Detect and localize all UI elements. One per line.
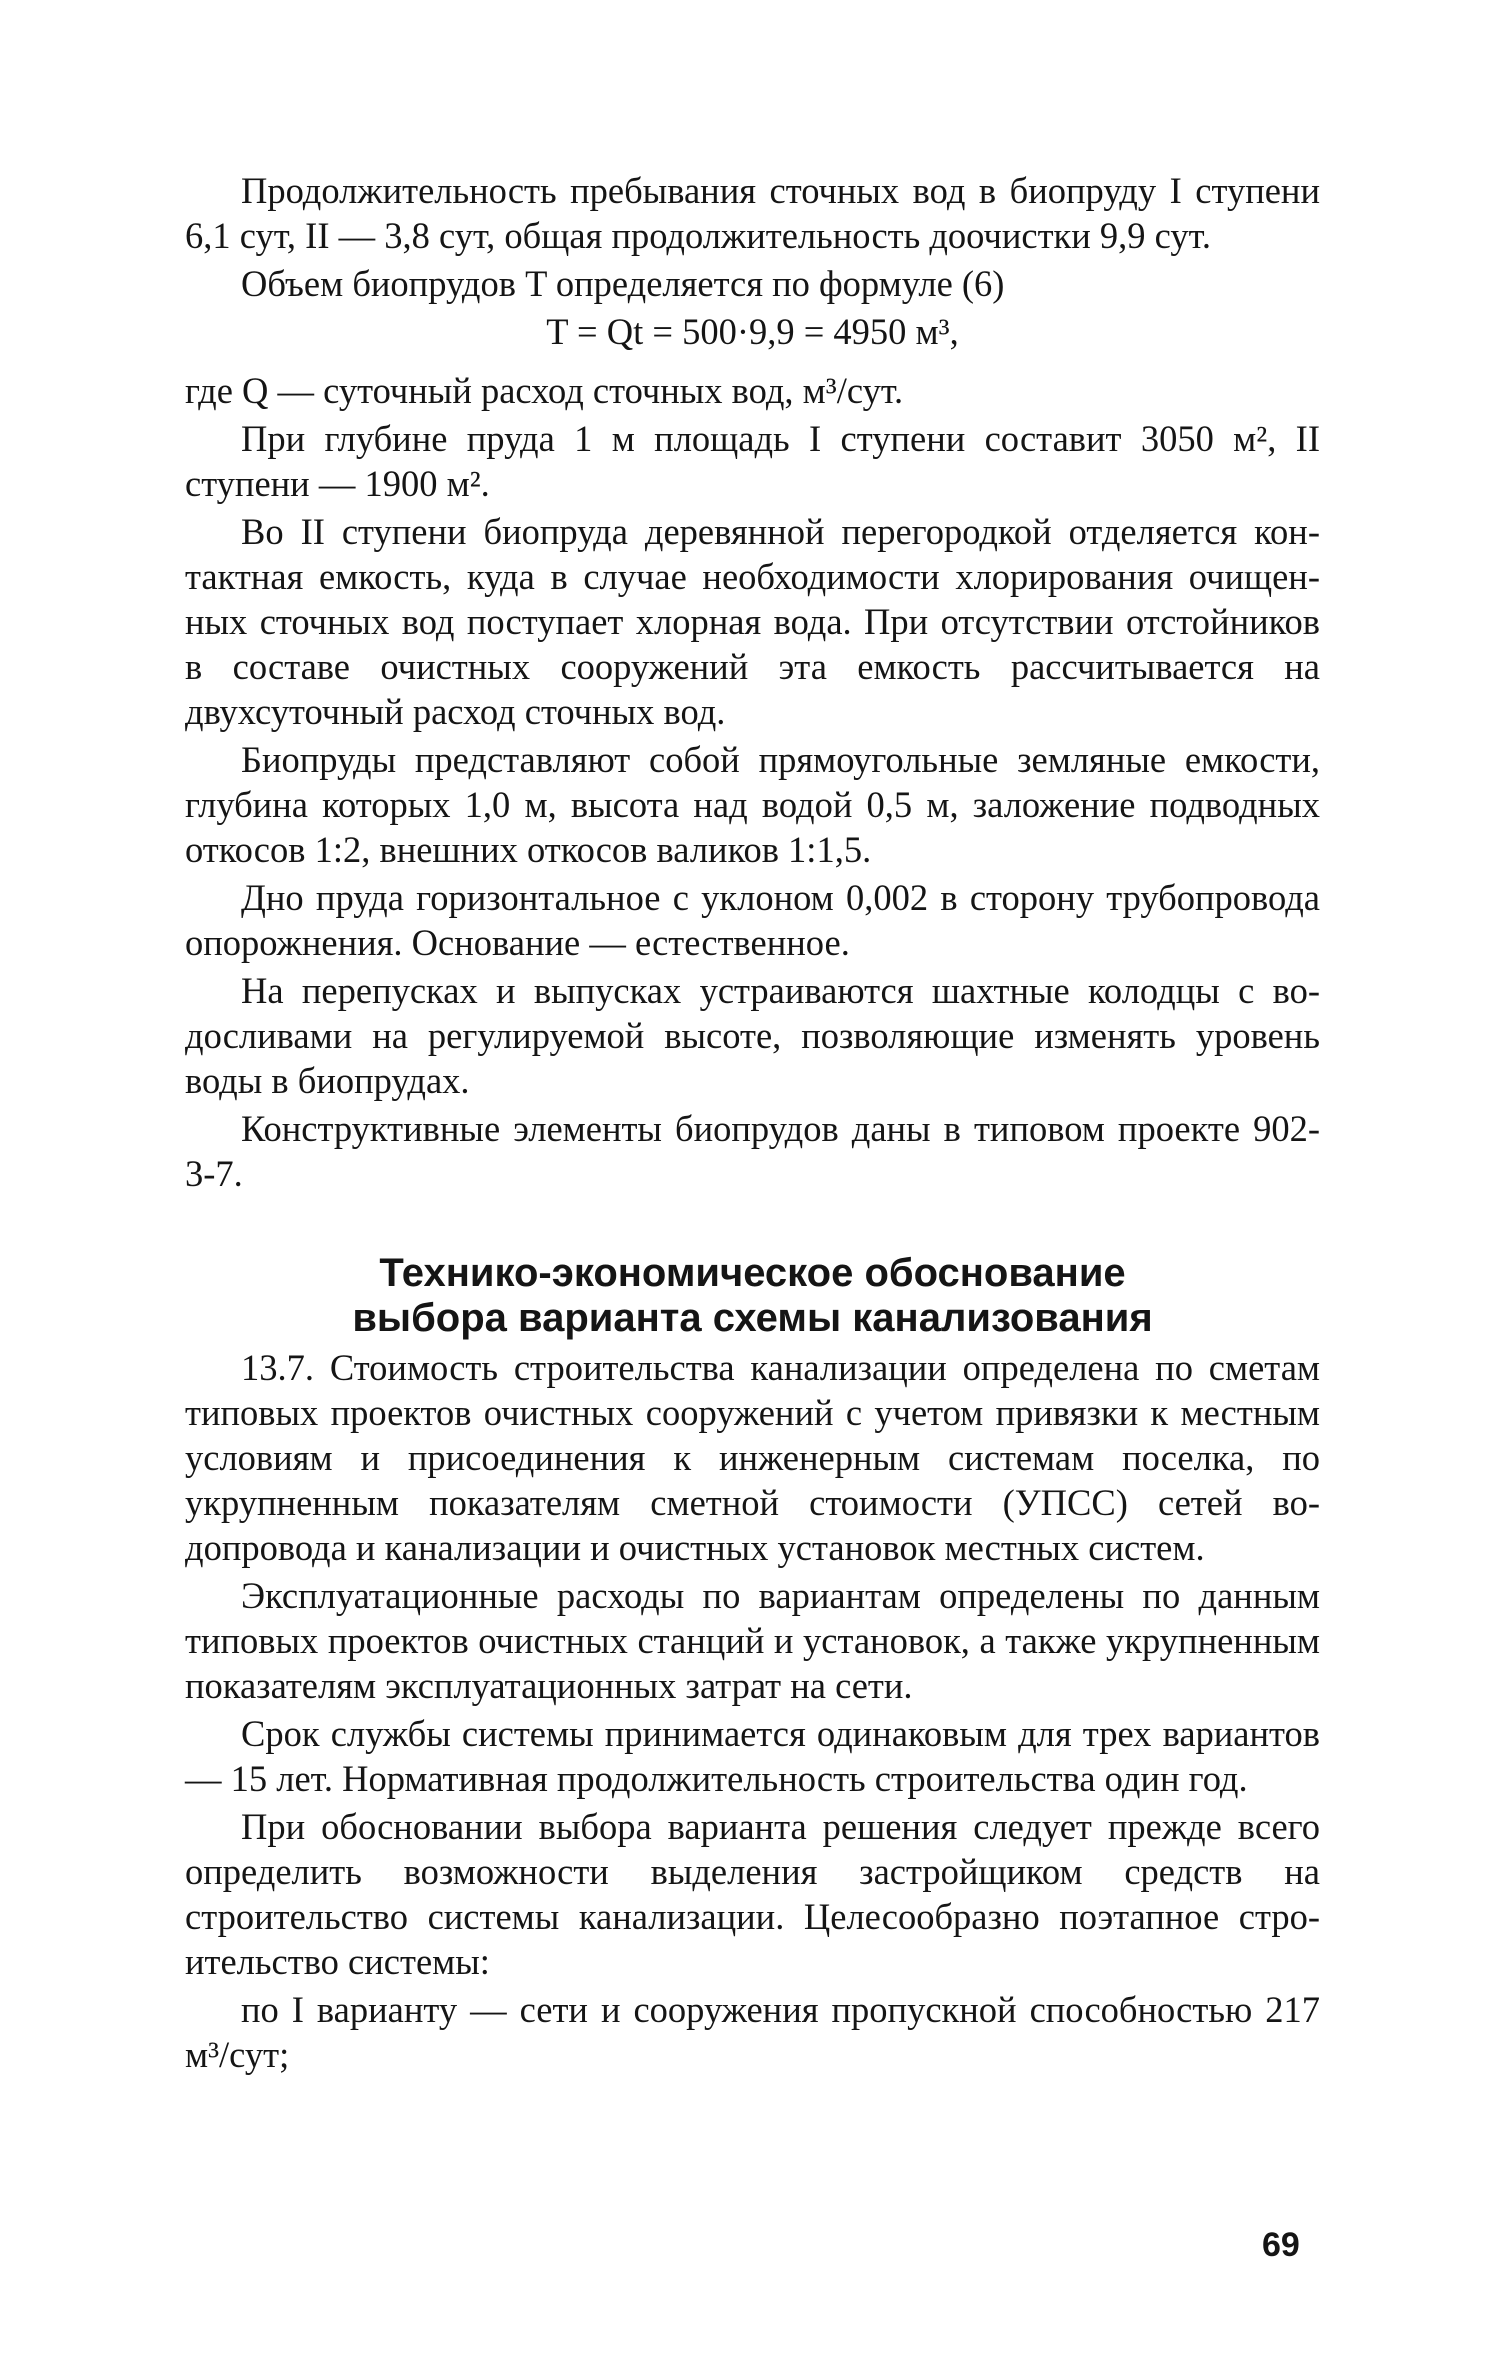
text-column (185, 168, 1320, 2080)
paragraph-duration: Продолжительность пребывания сточных вод в биопруду I ступени 6,1 сут, II — 3,8 сут, общая продолжительность доочистки 9,9 сут. (185, 170, 1320, 256)
paragraph-variant-1: по I варианту — сети и сооружения пропускной способностью 217 м³/сут; (185, 1989, 1320, 2075)
paragraph-13-7: 13.7. Стоимость строительства канализации определена по сметам типовых проектов очистных сооружений с учетом привязки к местным условиям и присоединения к инженерным системам поселка, по укрупненным показателям сметной стоимости (УПСС) сетей водопровода и канализации и очистных установок местных систем. (185, 1347, 1320, 1568)
paragraph-choice-justification: При обосновании выбора варианта решения следует прежде всего определить возможности выделения застройщиком средств на строительство системы канализации. Целесообразно поэтапное строительство системы: (185, 1806, 1320, 1982)
paragraph-wells: На перепусках и выпусках устраиваются шахтные колодцы с водосливами на регулируемой высоте, позволяющие изменять уровень воды в биопрудах. (185, 970, 1320, 1101)
formula-legend: где Q — суточный расход сточных вод, м³/сут. (185, 370, 904, 411)
paragraph-pond-bottom: Дно пруда горизонтальное с уклоном 0,002 в сторону трубопровода опорожнения. Основание — естественное. (185, 877, 1320, 963)
paragraph-pond-geometry: Биопруды представляют собой прямоугольные земляные емкости, глубина которых 1,0 м, высота над водой 0,5 м, заложение подводных откосов 1:2, внешних откосов валиков 1:1,5. (185, 739, 1320, 870)
paragraph-contact-tank: Во II ступени биопруда деревянной перегородкой отделяется контактная емкость, куда в случае необходимости хлорирования очищенных сточных вод поступает хлорная вода. При отсутствии отстойников в составе очистных сооружений эта емкость рассчитывается на двухсуточный расход сточных вод. (185, 511, 1320, 732)
paragraph-volume-intro: Объем биопрудов T определяется по формуле (6) (241, 263, 1005, 304)
paragraph-typical-project: Конструктивные элементы биопрудов даны в типовом проекте 902-3-7. (185, 1108, 1320, 1194)
paragraph-operating-costs: Эксплуатационные расходы по вариантам определены по данным типовых проектов очистных станций и установок, а также укрупненным показателям эксплуатационных затрат на сети. (185, 1575, 1320, 1706)
section-heading-line-1: Технико-экономическое обоснование (379, 1251, 1126, 1295)
page-number: 69 (1262, 2226, 1300, 2264)
section-heading (185, 1251, 1320, 1341)
paragraph-service-life: Срок службы системы принимается одинаковым для трех вариантов — 15 лет. Нормативная продолжительность строительства один год. (185, 1713, 1320, 1799)
section-spacer (185, 1199, 1320, 1251)
section-heading-line-2: выбора варианта схемы канализования (352, 1296, 1153, 1340)
paragraph-pond-area: При глубине пруда 1 м площадь I ступени составит 3050 м², II ступени — 1900 м². (185, 418, 1320, 504)
formula-volume: T = Qt = 500·9,9 = 4950 м³, (546, 311, 959, 352)
